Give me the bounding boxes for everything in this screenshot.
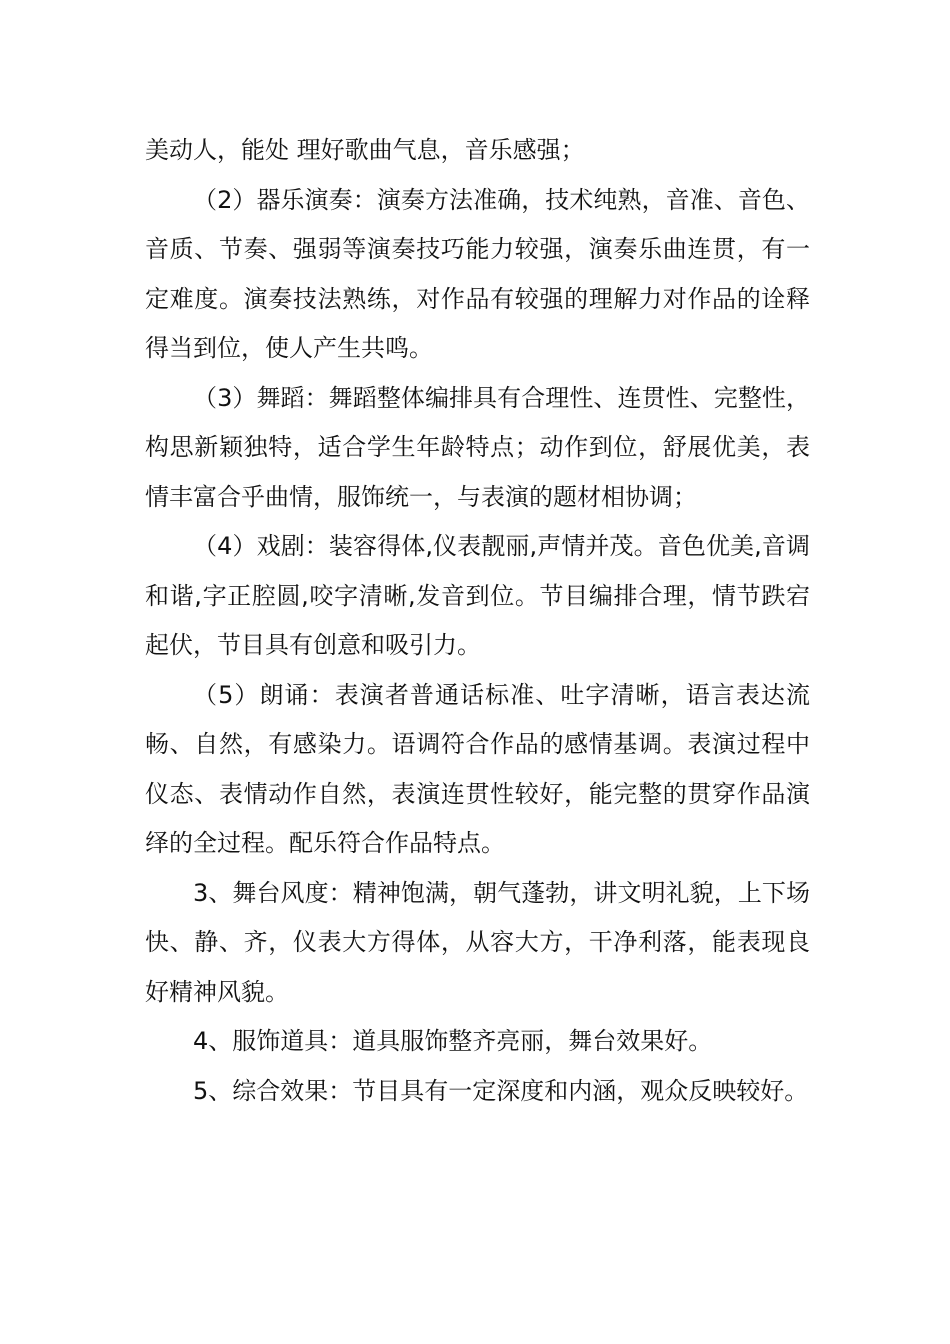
paragraph-costume-props: 4、服饰道具：道具服饰整齐亮丽，舞台效果好。: [193, 1027, 713, 1055]
paragraph-overall-effect: 5、综合效果：节目具有一定深度和内涵，观众反映较好。: [193, 1076, 809, 1105]
paragraph-drama: （4）戏剧：装容得体,仪表靓丽,声情并茂。音色优美,音调和谐,字正腔圆,咬字清晰,发音到位。节目编排合理，情节跌宕起伏，节目具有创意和吸引力。: [145, 532, 810, 659]
paragraph-instrumental: （2）器乐演奏：演奏方法准确，技术纯熟，音准、音色、音质、节奏、强弱等演奏技巧能力较强，演奏乐曲连贯，有一定难度。演奏技法熟练，对作品有较强的理解力对作品的诠释得当到位，使人产生共鸣。: [145, 185, 810, 362]
paragraph-stage-manner: 3、舞台风度：精神饱满，朝气蓬勃，讲文明礼貌，上下场 快、静、齐，仪表大方得体，从容大方，干净利落，能表现良好精神风貌。: [145, 878, 810, 1006]
paragraph-recitation: （5）朗诵：表演者普通话标准、吐字清晰，语言表达流畅、自然，有感染力。语调符合作品的感情基调。表演过程中仪态、表情动作自然，表演连贯性较好，能完整的贯穿作品演绎的全过程。配乐符合作品特点。: [145, 680, 810, 857]
paragraph-dance: （3）舞蹈：舞蹈整体编排具有合理性、连贯性、完整性，构思新颖独特，适合学生年龄特点；动作到位，舒展优美，表情丰富合乎曲情，服饰统一，与表演的题材相协调；: [145, 383, 810, 511]
document-body: [145, 126, 810, 1116]
paragraph-vocal-continuation: 美动人，能处 理好歌曲气息，音乐感强；: [145, 136, 585, 164]
